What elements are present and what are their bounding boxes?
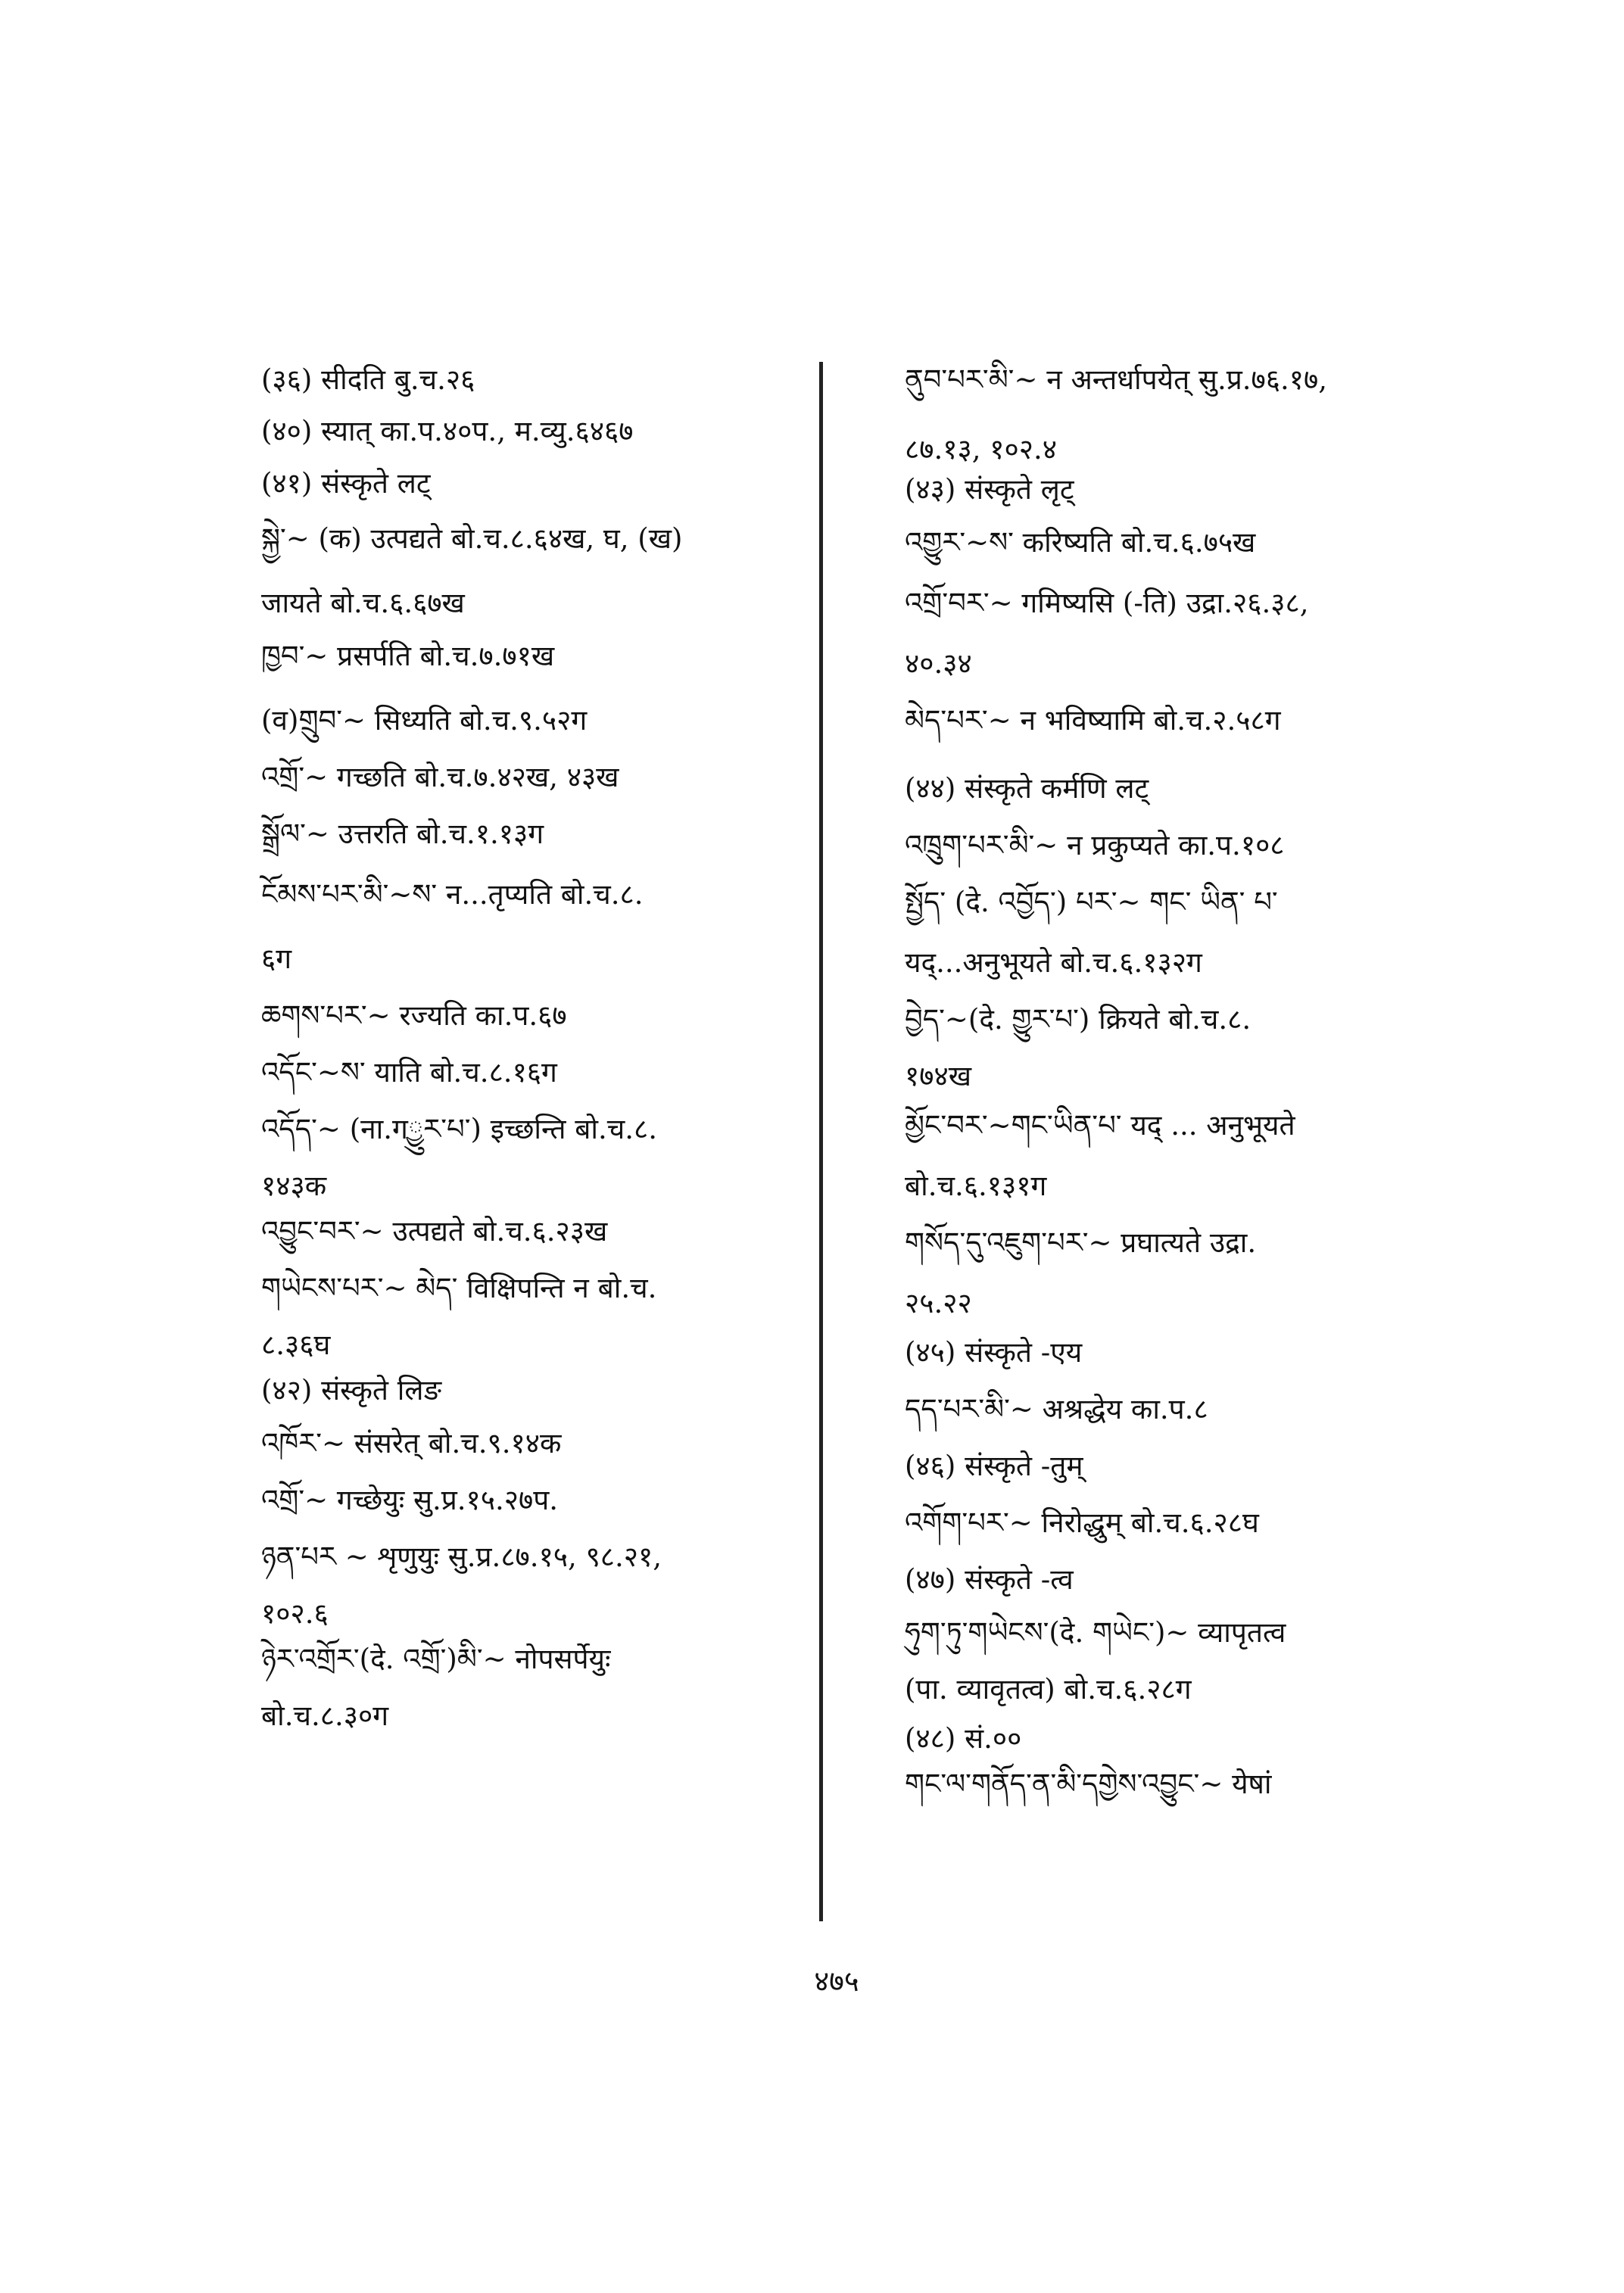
left-column-line: (४१) संस्कृते लट् (261, 467, 431, 500)
left-column-line: འཁོར་~ संसरेत् बो.च.९.१४क (261, 1427, 562, 1460)
left-column-line: १४३क (261, 1170, 327, 1202)
left-column-line: གཡེངས་པར་~ མེད་ विक्षिपन्ति न बो.च. (261, 1272, 657, 1304)
right-column-line: बो.च.६.१३१ग (905, 1170, 1047, 1202)
left-column-line: སྒྲོལ་~ उत्तरति बो.च.१.१३ग (261, 818, 544, 850)
right-column-line: ४०.३४ (905, 647, 972, 680)
left-column-line: बो.च.८.३०ग (261, 1699, 389, 1732)
right-column-line: མྱོང་བར་~གང་ཡིན་པ་ यद् ... अनुभूयते (905, 1109, 1295, 1142)
column-divider (819, 362, 823, 1921)
right-column-line: སྤྱོད་ (दे. འབྱོད་) པར་~ གང་ ཡིན་ པ་ (905, 886, 1278, 918)
right-column-line: २५.२२ (905, 1287, 972, 1319)
right-column-line: འགོག་པར་~ निरोद्धुम् बो.च.६.२८घ (905, 1506, 1259, 1539)
left-column-line: १०२.६ (261, 1597, 329, 1630)
right-column-line: འགྱུར་~ས་ करिष्यति बो.च.६.७५ख (905, 526, 1256, 559)
left-column-line: འདོང་~ས་ याति बो.च.८.१६ग (261, 1056, 557, 1089)
right-column-line: यद्...अनुभूयते बो.च.६.१३२ग (905, 946, 1202, 979)
left-column-line: ६ग (261, 942, 292, 975)
right-column-line: (४३) संस्कृते लृट् (905, 473, 1074, 506)
left-column-line: སྐྱེ་~ (क) उत्पद्यते बो.च.८.६४ख, घ, (ख) (261, 522, 683, 555)
left-column-line: ཆགས་པར་~ रज्यति का.प.६७ (261, 999, 567, 1032)
left-column-line: जायते बो.च.६.६७ख (261, 587, 465, 619)
left-column-line: འབྱུང་བར་~ उत्पद्यते बो.च.६.२३ख (261, 1215, 608, 1248)
left-column-line: འགྲོ་~ गच्छेयुः सु.प्र.१५.२७प. (261, 1484, 559, 1516)
right-column-line: འཁྲུག་པར་མི་~ न प्रकुप्यते का.प.१०८ (905, 829, 1285, 861)
left-column-line: ཁྱབ་~ प्रसर्पति बो.च.७.७१ख (261, 640, 555, 672)
right-column-line: བྱེད་~(दे. གྱུར་པ་) क्रियते बो.च.८. (905, 1003, 1252, 1036)
left-column-line: ངོམས་པར་མི་~ས་ न...तृप्यति बो.च.८. (261, 878, 644, 911)
left-column-line: (व)གྲུབ་~ सिध्यति बो.च.९.५२ग (261, 704, 588, 737)
left-column-line: (३६) सीदति बु.च.२६ (261, 363, 475, 396)
right-column-line: ཧུག་ཏུ་གཡེངས་(दे. གཡེང་)~ व्यापृतत्व (905, 1616, 1286, 1649)
left-column-line: ཉན་པར ~ शृणुयुः सु.प्र.८७.१५, ९८.२१, (261, 1541, 662, 1573)
right-column-line: དད་པར་མི་~ अश्रद्धेय का.प.८ (905, 1393, 1208, 1425)
right-column-line: ནུབ་པར་མི་~ न अन्तर्धापयेत् सु.प्र.७६.१७, (905, 363, 1327, 396)
right-column-line: ८७.१३, १०२.४ (905, 433, 1057, 466)
right-column-line: (४४) संस्कृते कर्मणि लट् (905, 772, 1149, 805)
right-column-line: (पा. व्यावृतत्व) बो.च.६.२८ग (905, 1673, 1192, 1706)
left-column-line: འདོད་~ (ना.गྱུར་པ་) इच्छन्ति बो.च.८. (261, 1113, 657, 1145)
right-column-line: (४६) संस्कृते -तुम् (905, 1450, 1083, 1482)
right-column-line: (४५) संस्कृते -एय (905, 1336, 1083, 1369)
left-column-line: (४०) स्यात् का.प.४०प., म.व्यु.६४६७ (261, 415, 634, 447)
page-number: ४७५ (814, 1964, 859, 1998)
right-column-line: མེད་པར་~ न भविष्यामि बो.च.२.५८ग (905, 704, 1281, 737)
left-column-line: (४२) संस्कृते लिङ (261, 1374, 442, 1407)
right-column-line: གསོད་དུ་འཇུག་པར་~ प्रघात्यते उद्रा. (905, 1226, 1257, 1259)
right-column-line: (४७) संस्कृते -त्व (905, 1563, 1074, 1596)
right-column-line: འགྲོ་བར་~ गमिष्यसि (-ति) उद्रा.२६.३८, (905, 587, 1309, 619)
left-column-line: ཉེར་འགྲོར་(दे. འགྲོ་)མི་~ नोपसर्पेयुः (261, 1643, 611, 1675)
right-column-line: (४८) सं.०० (905, 1722, 1022, 1755)
right-column-line: གང་ལ་གནོད་ན་མི་དགྱེས་འབྱུང་~ येषां (905, 1768, 1272, 1800)
left-column-line: ८.३६घ (261, 1329, 331, 1361)
left-column-line: འགྲོ་~ गच्छति बो.च.७.४२ख, ४३ख (261, 761, 619, 793)
right-column-line: १७४ख (905, 1060, 971, 1092)
